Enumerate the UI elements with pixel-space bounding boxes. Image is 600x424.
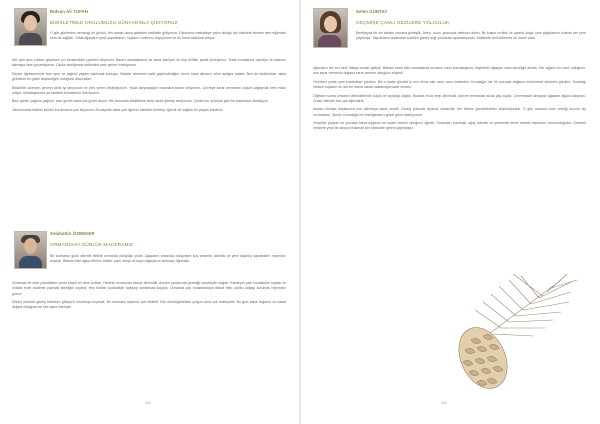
page-number: 153 — [441, 401, 447, 405]
paragraph: Bir sonbahar günü ailemle birlikte ormanda yürüyüşe çıktık. Ağaçların arasında dolaşırken kuş seslerini dinledik ve yere düşmüş yaprakların hışırtısını duyduk. Babam bize ağaç türlerini anlattı; çam, meşe ve kayın ağaçlarını tanımayı öğrendik. — [50, 254, 286, 264]
author-photo — [313, 8, 348, 48]
paragraph: Akşam olmaya başlayınca eve dönmeye karar verdik. Dönüş yolunda hepimiz sessizdik; her birimiz gördüklerimizi düşünüyorduk. O gün ormanın bize verdiği huzuru hiç unutmadım. Şimdi o kozalağa her baktığımda o güzel günü hatırlıyorum. — [313, 107, 586, 117]
photo-body — [19, 33, 42, 45]
paragraph: Bazı günler yağmur yağıyor, bazı günler hava çok güzel oluyor. Her durumda bisikletime binip okula gitmeyi seviyorum. Çünkü her yolculuk yeni bir maceraya dönüşüyor. — [12, 99, 269, 104]
author-name: Selen GÜNTAY — [356, 9, 388, 14]
photo-face — [24, 238, 37, 254]
photo-body — [19, 256, 42, 268]
paragraph: Ağaçların her biri birer hikâye anlatır gibiydi. Babam bana eski zamanlarda ormanın nasıl korunduğunu, köylülerin ağaçları nasıl sevdiğini anlattı. Her ağacın bir canlı olduğunu, ona zarar vermenin doğaya zarar vermek olduğunu söyledi. — [313, 66, 586, 76]
paragraph: Ormanda bir süre yürüdükten sonra küçük bir dere bulduk. Derenin kenarında oturup dinlendik. Annem yanımızda getirdiği sandviçleri dağıttı. Kardeşim çam kozalakları topladı ve onlarla evde süsleme yapmak istediğini söyledi. Hep birlikte kozalakları toplayıp çantamıza koyduk. Ormanda çöp bırakmamaya dikkat ettik; çünkü doğayı korumak hepimizin görevi. — [12, 281, 286, 296]
article-body — [12, 281, 286, 314]
paragraph: Bisiklette sürerken çevreyi daha iyi tanıyorum ve yeni yerler keşfediyorum. Yolda karşılaştığım insanlara selam veriyorum. Çevreye zarar vermeden ulaşım sağlamak beni mutlu ediyor. Arkadaşlarıma da bisiklete binmelerini öneriyorum. — [12, 85, 286, 95]
article-body — [313, 66, 586, 135]
paragraph: Derste öğretmenimiz bize spor ve sağlıklı yaşam hakkında konuştu. Bisiklet sürmenin kalbi güçlendirdiğini, temiz hava almanın zihni açtığını anlattı. Ben de bisikletimle okula gelmenin en güzel alışkanlığım olduğunu düşündüm. — [12, 71, 286, 82]
paragraph: Geçmişe yapılan bu yolculuk bana doğanın ne kadar önemli olduğunu öğretti. Ormanları korumak, ağaç dikmek ve çevremizi temiz tutmak hepimizin sorumluluğudur. Gelecek nesillere yeşil bir dünya bırakmak için elimizden geleni yapmalıyız. — [313, 121, 586, 131]
photo-face — [324, 16, 337, 32]
paragraph: Dönüş yolunda güneş batarken gökyüzü turuncuya boyandı. Bu manzara hepimizi çok etkiledi. Eve döndüğümüzde yorgun ama çok mutluyduk. Bu gezi bana doğanın ne kadar değerli olduğunu bir kez daha hatırlattı. — [12, 300, 286, 310]
right-page — [301, 0, 600, 424]
author-photo — [14, 231, 47, 269]
page-number: 152 — [145, 401, 151, 405]
pine-cone-illustration — [421, 270, 581, 400]
paragraph: O gün günlerden herhangi bir gündü. Her sabah okula giderken bisikletle gidiyorum. Okulumuz mahalleye yakın olduğu için bisiklete binmek hem eğlenceli hem de sağlıklı. Yolda ağaçların yeşil yapraklarını, kuşların cıvıltısını duyuyorum ve bu bana mutluluk veriyor. — [50, 31, 286, 41]
author-photo — [14, 8, 47, 46]
photo-body — [318, 35, 341, 47]
article-title: BİSİKLETİMLE OKULUMUZU GÜNAYDINLA ÇIKIYORUZ — [50, 21, 178, 26]
paragraph: Okulumuzda bisiklet kulübü kurulmasını çok istiyorum. Bu sayede daha çok öğrenci bisiklete binmeyi öğrenir ve sağlıklı bir yaşam sürdürür. — [12, 107, 224, 112]
photo-face — [24, 15, 37, 31]
author-name: Rıdvan Ali TUFAN — [50, 9, 88, 14]
article-title: GEÇMİŞE ÇAMLI GEZİLERE YOLCULUK — [356, 21, 450, 26]
paragraph: Öğleden sonra ormanın derinliklerinde küçük bir açıklığa ulaştık. Burada mola verip dinlendik. Annem termostan sıcak çay koydu. Çevremizde sincaplar ağaçtan ağaca atlıyordu. Onları izlemek bizi çok eğlendirdi. — [313, 93, 586, 103]
article-body — [12, 58, 286, 116]
left-page — [0, 0, 299, 424]
paragraph: Bembeyaz bir sis sabahı ormana gitmiştik. Derin, uzun, yumuşak nefesler aldım. Bir kuşun cıvıltısı ile uyandı doğa; çam ağaçlarının kokusu her yere yayılmıştı. Yaprakların arasından süzülen güneş ışığı yolumuzu aydınlatıyordu. Kalbimde tarif edilemez bir huzur vardı. — [356, 31, 586, 41]
article-body — [356, 31, 586, 45]
article-body — [50, 254, 286, 268]
author-name: Selahattin ÖZBEKER — [50, 231, 95, 236]
article-body — [50, 31, 286, 45]
paragraph: Yürürken yerde çam kozalakları gördüm. Biri o kadar güzeldi ki onu elime alıp uzun uzun inceledim. Kozalağın her bir pulunda doğanın mükemmel düzenini gördüm. Kozalağı cebime koydum ve onu bir hatıra olarak saklamaya karar verdim. — [313, 79, 586, 90]
paragraph: Her gün aynı yoldan geçerken yol kenarındaki çiçekleri izliyorum. Bazen arkadaşlarım da bana katılıyor ve hep birlikte pedal çeviriyoruz. Trafik kurallarına uymaya ve kaskımı takmaya özen gösteriyorum. Okula vardığımda bisikletimi park yerine bırakıyorum. — [12, 58, 286, 68]
article-title: ORMANDAKİ GÜNLÜK MACERAMIZ — [50, 243, 134, 248]
